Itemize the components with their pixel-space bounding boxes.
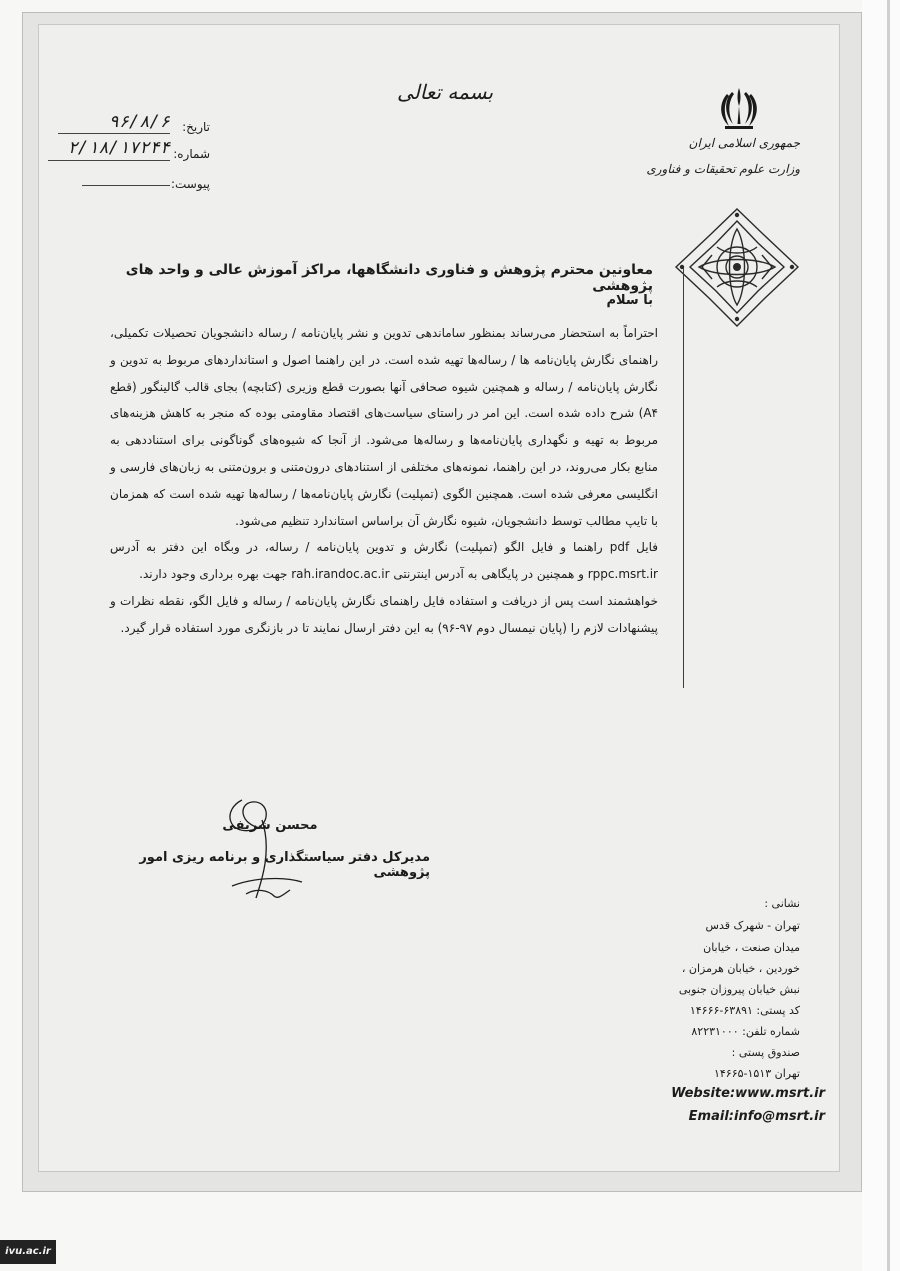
persian-ornament-icon xyxy=(672,205,802,330)
body-paragraph-1: احتراماً به استحضار می‌رساند بمنظور ساماندهی تدوین و نشر پایان‌نامه / رساله دانشجویان تحصیلات تکمیلی، راهنمای نگارش پایان‌نامه ها / رساله‌ها تهیه شده است. در این راهنما اصول و استانداردهای مربوط به تدوین و نگارش پایان‌نامه / رساله و همچنین شیوه صحافی آنها بصورت قطع وزیری (کتابچه) بجای قالب گالینگور (قطع A۴) شرح داده شده است. این امر در راستای سیاست‌های اقتصاد مقاومتی بوده که منجر به کاهش هزینه‌های مربوط به تهیه و نگهداری پایان‌نامه‌ها و رساله‌ها می‌شود. از آنجا که شیوه‌های گوناگونی برای استناددهی به منابع بکار می‌روند، در این راهنما، نمونه‌های مختلفی از استنادهای درون‌متنی و برون‌متنی به زبان‌های فارسی و انگلیسی معرفی شده است. همچنین الگوی (تمپلیت) نگارش پایان‌نامه‌ها / رساله‌ها تهیه شده است که همزمان با تایپ مطالب توسط دانشجویان، شیوه نگارش آن براساس استاندارد تنظیم می‌شود. xyxy=(110,326,658,528)
attachment-underline xyxy=(82,185,170,186)
address-line-4: نبش خیابان پیروزان جنوبی xyxy=(678,983,800,996)
address-line-2: میدان صنعت ، خیابان xyxy=(703,941,800,954)
date-label: تاریخ: xyxy=(182,120,210,134)
body-paragraph-3: خواهشمند است پس از دریافت و استفاده فایل راهنمای نگارش پایان‌نامه / رساله و فایل الگو، نقطه نظرات و پیشنهادات لازم را (پایان نیمسال دوم ۹۷-۹۶) به این دفتر ارسال نمایند تا در بازنگری مورد استفاده قرار گیرد. xyxy=(110,593,658,635)
address-heading: نشانی : xyxy=(764,897,800,910)
letter-body xyxy=(110,320,658,642)
margin-line xyxy=(683,268,684,688)
date-value: ۹۶/۸/۶ xyxy=(108,112,170,132)
attachment-label: پیوست: xyxy=(170,177,210,191)
number-label: شماره: xyxy=(173,147,210,161)
body-paragraph-2: فایل pdf راهنما و فایل الگو (تمپلیت) نگارش و تدوین پایان‌نامه / رساله، در وبگاه این دفتر به آدرس rppc.msrt.ir و همچنین در پایگاهی به آدرس اینترنتی rah.irandoc.ac.ir جهت بهره برداری وجود دارند. xyxy=(110,540,659,582)
date-underline xyxy=(58,133,170,134)
signer-title: مدیرکل دفتر سیاستگذاری و برنامه ریزی امور پژوهشی xyxy=(139,850,430,880)
scan-edge-line xyxy=(887,0,890,1271)
email-link[interactable]: Email:info@msrt.ir xyxy=(688,1109,825,1124)
greeting: با سلام xyxy=(606,293,653,308)
recipient: معاونین محترم پژوهش و فناوری دانشگاهها، مراکز آموزش عالی و واحد های پژوهشی xyxy=(125,262,653,294)
number-value: ۲/۱۸/۱۷۲۴۴ xyxy=(67,138,170,158)
scan-edge xyxy=(862,0,900,1271)
po-box: تهران ۱۵۱۳-۱۴۶۶۵ xyxy=(713,1067,800,1080)
iran-emblem-icon xyxy=(715,84,763,132)
website-link[interactable]: Website:www.msrt.ir xyxy=(671,1086,825,1101)
letterhead-line1: جمهوری اسلامی ایران xyxy=(688,136,800,150)
postal-code: کد پستی: ۶۳۸۹۱-۱۴۶۶۶ xyxy=(689,1004,800,1017)
signer-name: محسن شریفی xyxy=(222,818,318,833)
site-badge[interactable]: ivu.ac.ir xyxy=(0,1240,56,1264)
basmala: بسمه تعالی xyxy=(396,80,494,104)
address-line-1: تهران - شهرک قدس xyxy=(705,919,800,932)
address-line-3: خوردین ، خیابان هرمزان ، xyxy=(681,962,800,975)
number-underline xyxy=(48,160,170,161)
po-box-label: صندوق پستی : xyxy=(731,1046,800,1059)
phone-number: شماره تلفن: ۸۲۲۳۱۰۰۰ xyxy=(691,1025,800,1038)
letterhead-line2: وزارت علوم تحقیقات و فناوری xyxy=(646,162,800,176)
